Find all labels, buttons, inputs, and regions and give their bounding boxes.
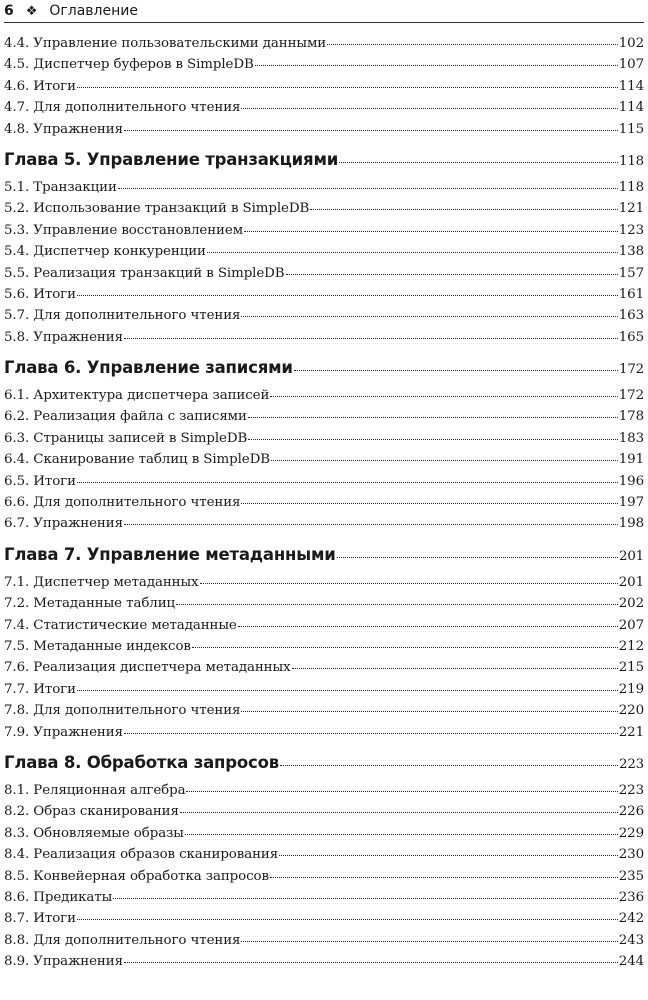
dot-leader <box>339 162 618 163</box>
toc-entry-page: 223 <box>619 756 644 772</box>
toc-section-entry <box>4 725 644 746</box>
toc-entry-title: 5.8. Упражнения <box>4 329 123 345</box>
toc-entry-title: 8.7. Итоги <box>4 911 76 927</box>
toc-section-entry <box>4 431 644 452</box>
toc-section-entry <box>4 266 644 287</box>
running-title: Оглавление <box>49 3 138 19</box>
page-number: 6 <box>4 3 14 19</box>
dot-leader <box>176 604 618 605</box>
dot-leader <box>124 130 618 131</box>
toc-entry-title: Глава 7. Управление метаданными <box>4 544 336 564</box>
toc-section-entry <box>4 474 644 495</box>
toc-entry-page: 212 <box>618 638 644 654</box>
toc-chapter-entry <box>4 545 644 575</box>
dot-leader <box>241 108 617 109</box>
toc-section-entry <box>4 682 644 703</box>
dot-leader <box>255 65 618 66</box>
toc-entry-page: 223 <box>618 782 644 798</box>
toc-section-entry <box>4 308 644 329</box>
dot-leader <box>310 209 617 210</box>
toc-entry-page: 107 <box>618 57 644 73</box>
toc-section-entry <box>4 804 644 825</box>
toc-entry-page: 230 <box>618 847 644 863</box>
toc-entry-page: 198 <box>618 516 644 532</box>
dot-leader <box>292 668 618 669</box>
toc-entry-page: 201 <box>618 574 644 590</box>
toc-entry-title: 7.6. Реализация диспетчера метаданных <box>4 660 291 676</box>
dot-leader <box>270 396 617 397</box>
toc-section-entry <box>4 388 644 409</box>
dot-leader <box>238 626 618 627</box>
dot-leader <box>186 791 617 792</box>
toc-section-entry <box>4 79 644 100</box>
toc-entry-title: 7.9. Упражнения <box>4 724 123 740</box>
toc-entry-page: 196 <box>618 473 644 489</box>
toc-entry-page: 102 <box>618 36 644 51</box>
toc-section-entry <box>4 495 644 516</box>
toc-entry-title: 7.2. Метаданные таблиц <box>4 596 176 612</box>
toc-entry-page: 197 <box>618 495 644 511</box>
toc-entry-title: 5.4. Диспетчер конкуренции <box>4 244 206 260</box>
toc-entry-page: 191 <box>618 452 644 468</box>
toc-entry-title: 5.6. Итоги <box>4 286 76 302</box>
toc-entry-page: 178 <box>618 409 644 425</box>
toc-entry-page: 172 <box>619 362 644 378</box>
toc-section-entry <box>4 954 644 975</box>
toc-entry-page: 165 <box>618 329 644 345</box>
toc-section-entry <box>4 57 644 78</box>
dot-leader <box>248 417 618 418</box>
toc-section-entry <box>4 847 644 868</box>
dot-leader <box>185 834 618 835</box>
toc-entry-page: 236 <box>618 889 644 905</box>
toc-section-entry <box>4 287 644 308</box>
dot-leader <box>124 962 618 963</box>
toc-chapter-entry <box>4 753 644 783</box>
toc-section-entry <box>4 869 644 890</box>
toc-entry-title: 5.7. Для дополнительного чтения <box>4 308 241 324</box>
ornament-icon: ❖ <box>25 3 38 19</box>
toc-entry-title: 4.5. Диспетчер буферов в SimpleDB <box>4 57 254 73</box>
dot-leader <box>200 583 618 584</box>
toc-entry-title: 5.1. Транзакции <box>4 179 117 195</box>
toc-entry-page: 138 <box>618 244 644 260</box>
toc-entry-page: 201 <box>619 548 644 564</box>
toc-entry-title: 4.4. Управление пользовательскими данными <box>4 36 327 51</box>
toc-entry-title: 8.6. Предикаты <box>4 889 113 905</box>
toc-entry-title: 8.2. Образ сканирования <box>4 804 179 820</box>
dot-leader <box>113 898 618 899</box>
toc-chapter-entry <box>4 358 644 388</box>
toc-section-entry <box>4 826 644 847</box>
toc-entry-title: 7.8. Для дополнительного чтения <box>4 703 241 719</box>
dot-leader <box>124 733 618 734</box>
table-of-contents <box>4 36 644 975</box>
toc-entry-title: 6.5. Итоги <box>4 473 76 489</box>
toc-entry-page: 115 <box>618 121 644 137</box>
toc-entry-page: 202 <box>618 596 644 612</box>
toc-entry-page: 229 <box>618 825 644 841</box>
dot-leader <box>192 647 618 648</box>
page-header <box>4 0 644 22</box>
dot-leader <box>241 503 617 504</box>
dot-leader <box>118 188 618 189</box>
toc-section-entry <box>4 122 644 143</box>
toc-entry-page: 161 <box>618 286 644 302</box>
dot-leader <box>77 919 618 920</box>
toc-section-entry <box>4 933 644 954</box>
toc-entry-title: 6.7. Упражнения <box>4 516 123 532</box>
toc-section-entry <box>4 201 644 222</box>
dot-leader <box>77 482 618 483</box>
toc-entry-page: 235 <box>618 868 644 884</box>
toc-section-entry <box>4 244 644 265</box>
toc-entry-page: 114 <box>618 78 644 94</box>
dot-leader <box>271 460 618 461</box>
toc-entry-title: 8.3. Обновляемые образы <box>4 825 184 841</box>
toc-entry-title: 6.1. Архитектура диспетчера записей <box>4 388 270 404</box>
dot-leader <box>77 690 618 691</box>
dot-leader <box>180 812 618 813</box>
toc-entry-page: 219 <box>618 681 644 697</box>
toc-section-entry <box>4 618 644 639</box>
toc-entry-title: 8.9. Упражнения <box>4 954 123 970</box>
toc-section-entry <box>4 639 644 660</box>
toc-entry-title: 6.4. Сканирование таблиц в SimpleDB <box>4 452 270 468</box>
toc-entry-page: 215 <box>618 660 644 676</box>
toc-entry-page: 243 <box>618 932 644 948</box>
toc-entry-title: 6.6. Для дополнительного чтения <box>4 495 241 511</box>
toc-entry-title: 8.4. Реализация образов сканирования <box>4 847 279 863</box>
dot-leader <box>241 711 617 712</box>
toc-entry-title: 7.4. Статистические метаданные <box>4 617 237 633</box>
dot-leader <box>241 316 617 317</box>
dot-leader <box>77 87 618 88</box>
toc-entry-title: 8.1. Реляционная алгебра <box>4 782 186 798</box>
toc-entry-title: 4.7. Для дополнительного чтения <box>4 100 241 116</box>
toc-entry-title: Глава 6. Управление записями <box>4 358 293 378</box>
toc-section-entry <box>4 703 644 724</box>
toc-entry-page: 172 <box>618 388 644 404</box>
toc-entry-title: 7.7. Итоги <box>4 681 76 697</box>
toc-section-entry <box>4 783 644 804</box>
dot-leader <box>77 295 618 296</box>
toc-entry-title: 5.5. Реализация транзакций в SimpleDB <box>4 265 285 281</box>
toc-section-entry <box>4 452 644 473</box>
toc-entry-title: 7.5. Метаданные индексов <box>4 638 191 654</box>
toc-entry-title: 6.3. Страницы записей в SimpleDB <box>4 430 248 446</box>
toc-entry-page: 123 <box>618 222 644 238</box>
toc-entry-title: 8.8. Для дополнительного чтения <box>4 932 241 948</box>
header-rule <box>4 22 644 23</box>
toc-entry-title: Глава 8. Обработка запросов <box>4 752 279 772</box>
toc-entry-title: 4.8. Упражнения <box>4 121 123 137</box>
toc-section-entry <box>4 596 644 617</box>
toc-entry-page: 118 <box>618 179 644 195</box>
dot-leader <box>327 44 618 45</box>
toc-section-entry <box>4 36 644 57</box>
toc-section-entry <box>4 100 644 121</box>
dot-leader <box>337 557 618 558</box>
toc-section-entry <box>4 911 644 932</box>
toc-entry-page: 221 <box>618 724 644 740</box>
dot-leader <box>248 439 617 440</box>
toc-entry-title: 7.1. Диспетчер метаданных <box>4 574 199 590</box>
toc-entry-page: 121 <box>618 201 644 217</box>
dot-leader <box>270 877 618 878</box>
toc-section-entry <box>4 575 644 596</box>
toc-entry-title: 5.3. Управление восстановлением <box>4 222 244 238</box>
toc-entry-page: 244 <box>618 954 644 970</box>
toc-entry-page: 157 <box>618 265 644 281</box>
dot-leader <box>244 231 618 232</box>
toc-section-entry <box>4 409 644 430</box>
dot-leader <box>280 765 618 766</box>
toc-entry-title: Глава 5. Управление транзакциями <box>4 149 339 169</box>
toc-section-entry <box>4 890 644 911</box>
dot-leader <box>241 941 617 942</box>
toc-section-entry <box>4 330 644 351</box>
toc-entry-title: 5.2. Использование транзакций в SimpleDB <box>4 201 310 217</box>
toc-entry-page: 207 <box>618 617 644 633</box>
toc-entry-page: 114 <box>618 100 644 116</box>
dot-leader <box>294 370 618 371</box>
toc-entry-page: 163 <box>618 308 644 324</box>
toc-entry-page: 183 <box>618 430 644 446</box>
toc-section-entry <box>4 223 644 244</box>
toc-entry-page: 242 <box>618 911 644 927</box>
toc-entry-title: 6.2. Реализация файла с записями <box>4 409 247 425</box>
dot-leader <box>124 524 618 525</box>
toc-entry-page: 118 <box>619 153 644 169</box>
toc-entry-title: 8.5. Конвейерная обработка запросов <box>4 868 269 884</box>
toc-entry-page: 226 <box>618 804 644 820</box>
toc-entry-title: 4.6. Итоги <box>4 78 76 94</box>
toc-entry-page: 220 <box>618 703 644 719</box>
dot-leader <box>124 338 618 339</box>
dot-leader <box>286 274 618 275</box>
dot-leader <box>279 855 618 856</box>
toc-chapter-entry <box>4 150 644 180</box>
toc-section-entry <box>4 516 644 537</box>
dot-leader <box>207 252 618 253</box>
toc-section-entry <box>4 660 644 681</box>
toc-section-entry <box>4 180 644 201</box>
